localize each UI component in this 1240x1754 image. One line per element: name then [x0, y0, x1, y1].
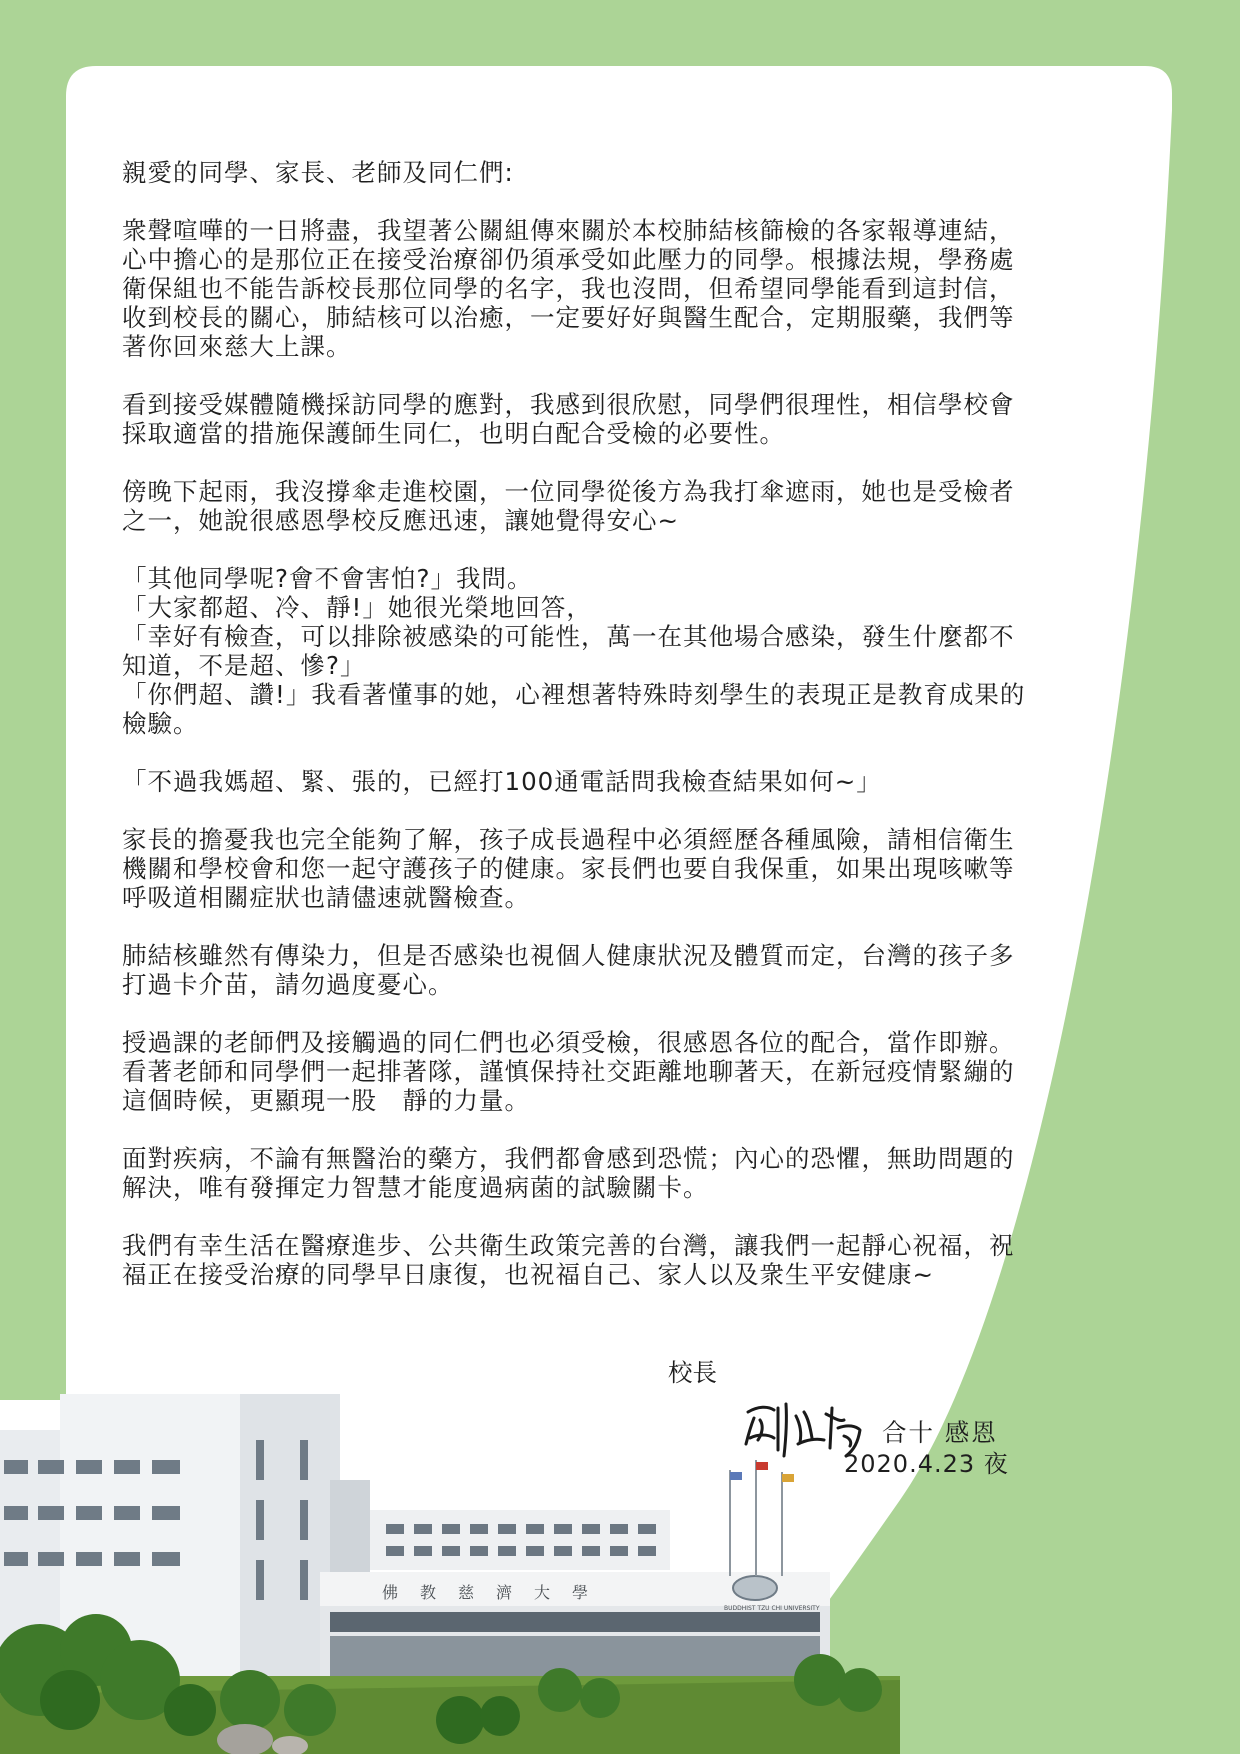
dialogue-line: 「其他同學呢?會不會害怕?」我問。 [122, 564, 533, 593]
dialogue-line: 「你們超、讚!」我看著懂事的她，心裡想著特殊時刻學生的表現正是教育成果的 檢驗。 [122, 680, 1026, 738]
dialogue-line: 「幸好有檢查，可以排除被感染的可能性，萬一在其他場合感染，發生什麼都不 知道，不是超、慘?」 [122, 622, 1015, 680]
letter-date: 2020.4.23 夜 [844, 1450, 1009, 1478]
paragraph: 衆聲喧嘩的一日將盡，我望著公關組傳來關於本校肺結核篩檢的各家報導連結， 心中擔心的是那位正在接受治療卻仍須承受如此壓力的同學。根據法規，學務處 衛保組也不能告訴校長那位同學的名字，我也沒問，但希望同學能看到這封信， 收到校長的關心，肺結核可以治癒，一定要好好與醫生配合，定期服藥，我們等 著你回來慈大上課。 [122, 216, 1015, 361]
paragraph: 授過課的老師們及接觸過的同仁們也必須受檢，很感恩各位的配合，當作即辦。 看著老師和同學們一起排著隊，謹慎保持社交距離地聊著天，在新冠疫情緊繃的 這個時候，更顯現一股 靜的力量。 [122, 1028, 1015, 1115]
paragraph: 我們有幸生活在醫療進步、公共衛生政策完善的台灣，讓我們一起靜心祝福，祝 福正在接受治療的同學早日康復，也祝福自己、家人以及衆生平安健康~ [122, 1231, 1015, 1289]
paragraph: 肺結核雖然有傳染力，但是否感染也視個人健康狀況及體質而定，台灣的孩子多 打過卡介苗，請勿過度憂心。 [122, 941, 1015, 999]
paragraph: 面對疾病，不論有無醫治的藥方，我們都會感到恐慌；內心的恐懼，無助問題的 解決，唯有發揮定力智慧才能度過病菌的試驗關卡。 [122, 1144, 1015, 1202]
closing-text: 合十 感恩 [882, 1418, 998, 1447]
paragraph: 看到接受媒體隨機採訪同學的應對，我感到很欣慰，同學們很理性，相信學校會 採取適當的措施保護師生同仁，也明白配合受檢的必要性。 [122, 390, 1015, 448]
signer-title: 校長 [668, 1358, 717, 1387]
campus-building-illustration [0, 1380, 900, 1754]
letter-body [122, 158, 1102, 1318]
paragraph: 傍晚下起雨，我沒撐傘走進校園，一位同學從後方為我打傘遮雨，她也是受檢者 之一，她說很感恩學校反應迅速，讓她覺得安心~ [122, 477, 1015, 535]
building-english-sign: BUDDHIST TZU CHI UNIVERSITY [724, 1605, 820, 1612]
paragraph: 家長的擔憂我也完全能夠了解，孩子成長過程中必須經歷各種風險，請相信衛生 機關和學校會和您一起守護孩子的健康。家長們也要自我保重，如果出現咳嗽等 呼吸道相關症狀也請儘速就醫檢查。 [122, 825, 1015, 912]
dialogue-line: 「大家都超、冷、靜!」她很光榮地回答， [122, 593, 592, 622]
salutation: 親愛的同學、家長、老師及同仁們: [122, 158, 514, 187]
building-sign: 佛教慈濟大學 [382, 1583, 611, 1602]
quote: 「不過我媽超、緊、張的，已經打100通電話問我檢查結果如何~」 [122, 767, 882, 796]
